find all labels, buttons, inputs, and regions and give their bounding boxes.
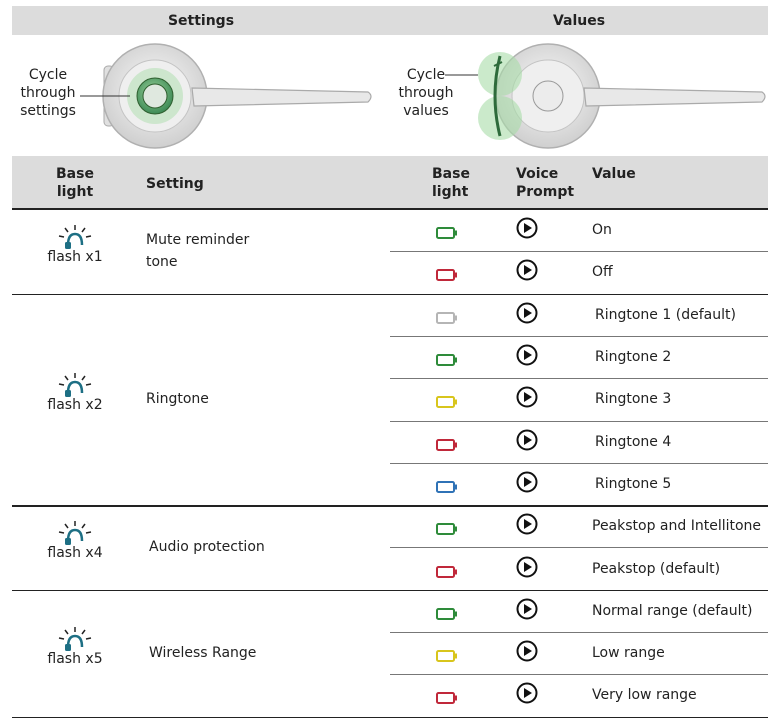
base-light-icon — [55, 371, 95, 399]
value-label: Normal range (default) — [592, 602, 753, 619]
cycle-values-text: Cycle through values — [398, 67, 454, 119]
setting-label: Ringtone — [146, 391, 209, 408]
value-label: Ringtone 3 — [595, 391, 672, 408]
row-divider — [390, 336, 768, 337]
play-icon[interactable] — [516, 259, 538, 281]
row-divider — [12, 717, 768, 719]
value-label: Peakstop and Intellitone — [592, 518, 762, 535]
settings-header-label: Settings — [167, 12, 235, 29]
play-icon[interactable] — [516, 302, 538, 324]
row-divider — [390, 463, 768, 464]
play-icon[interactable] — [516, 598, 538, 620]
flash-count-label: flash x1 — [47, 249, 103, 266]
value-label: Ringtone 1 (default) — [595, 306, 736, 323]
value-label: Low range — [592, 645, 665, 662]
red-battery-icon — [436, 689, 458, 701]
settings-header — [12, 6, 390, 35]
base-light-icon — [55, 519, 95, 547]
flash-count-label: flash x5 — [47, 651, 103, 668]
setting-label: Audio protection — [149, 539, 265, 556]
blue-battery-icon — [436, 478, 458, 490]
red-battery-icon — [436, 266, 458, 278]
green-battery-icon — [436, 224, 458, 236]
play-icon[interactable] — [516, 513, 538, 535]
row-divider — [12, 208, 768, 210]
white-battery-icon — [436, 309, 458, 321]
row-divider — [390, 251, 768, 252]
yellow-battery-icon — [436, 393, 458, 405]
base-light-icon — [55, 223, 95, 251]
yellow-battery-icon — [436, 647, 458, 659]
play-icon[interactable] — [516, 429, 538, 451]
red-battery-icon — [436, 436, 458, 448]
row-divider — [12, 505, 768, 507]
col-value-header: Value — [592, 166, 636, 182]
value-label: Off — [592, 264, 613, 281]
play-icon[interactable] — [516, 217, 538, 239]
value-label: Peakstop (default) — [592, 560, 721, 577]
value-label: Ringtone 5 — [595, 475, 672, 492]
cycle-settings-label — [16, 66, 80, 120]
values-header-label: Values — [552, 12, 606, 29]
play-icon[interactable] — [516, 471, 538, 493]
play-icon[interactable] — [516, 640, 538, 662]
setting-label: Mute reminder tone — [146, 232, 250, 271]
row-divider — [390, 421, 768, 422]
flash-count-label: flash x4 — [47, 545, 103, 562]
value-label: Ringtone 2 — [595, 349, 672, 366]
col-base-light-2-header: Base light — [432, 166, 470, 200]
value-label: Ringtone 4 — [595, 433, 672, 450]
green-battery-icon — [436, 351, 458, 363]
value-label: On — [592, 222, 612, 239]
base-light-icon — [55, 625, 95, 653]
values-diagram — [390, 36, 768, 154]
row-divider — [12, 590, 768, 592]
row-divider — [390, 547, 768, 548]
flash-count-label: flash x2 — [47, 397, 103, 414]
play-icon[interactable] — [516, 556, 538, 578]
green-battery-icon — [436, 520, 458, 532]
cycle-values-label — [398, 66, 454, 120]
row-divider — [390, 378, 768, 379]
values-header — [390, 6, 768, 35]
row-divider — [12, 294, 768, 296]
table-header — [12, 156, 768, 208]
settings-diagram — [12, 36, 390, 154]
play-icon[interactable] — [516, 682, 538, 704]
row-divider — [390, 632, 768, 633]
setting-label: Wireless Range — [149, 645, 257, 662]
play-icon[interactable] — [516, 386, 538, 408]
col-base-light-header: Base light — [56, 166, 94, 200]
value-label: Very low range — [592, 687, 697, 704]
row-divider — [390, 674, 768, 675]
play-icon[interactable] — [516, 344, 538, 366]
green-battery-icon — [436, 605, 458, 617]
red-battery-icon — [436, 563, 458, 575]
col-voice-prompt-header: Voice Prompt — [516, 166, 575, 200]
cycle-settings-text: Cycle through settings — [20, 67, 76, 119]
col-setting-header: Setting — [146, 176, 204, 192]
